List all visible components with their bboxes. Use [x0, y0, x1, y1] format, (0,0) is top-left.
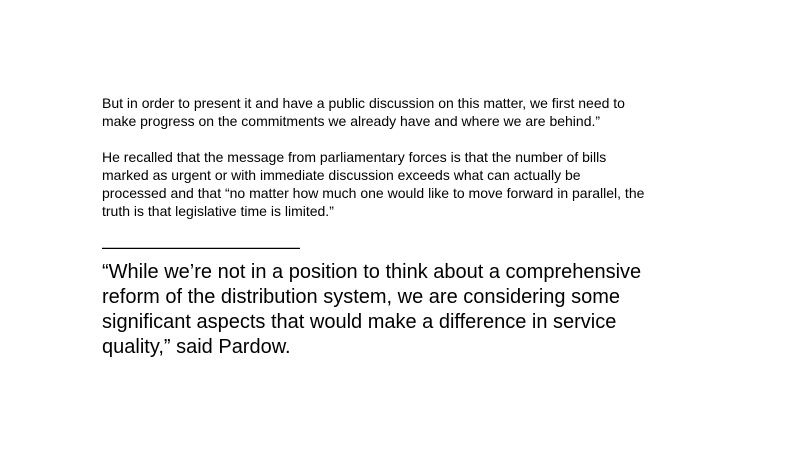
pull-quote: “While we’re not in a position to think about a comprehensive reform of the distribution system, we are considering some significant aspects that would make a difference in service quality,” said Pardow. [102, 261, 642, 358]
document-body [102, 94, 702, 360]
paragraph-commitments: But in order to present it and have a public discussion on this matter, we first need to make progress on the commitments we already have and where we are behind.” [102, 95, 625, 129]
paragraph-legislative-time: He recalled that the message from parliamentary forces is that the number of bills marked as urgent or with immediate discussion exceeds what can actually be processed and that “no matter how much one would like to move forward in parallel, the truth is that legislative time is limited.” [102, 149, 645, 219]
section-divider: ——————————— [102, 237, 300, 257]
